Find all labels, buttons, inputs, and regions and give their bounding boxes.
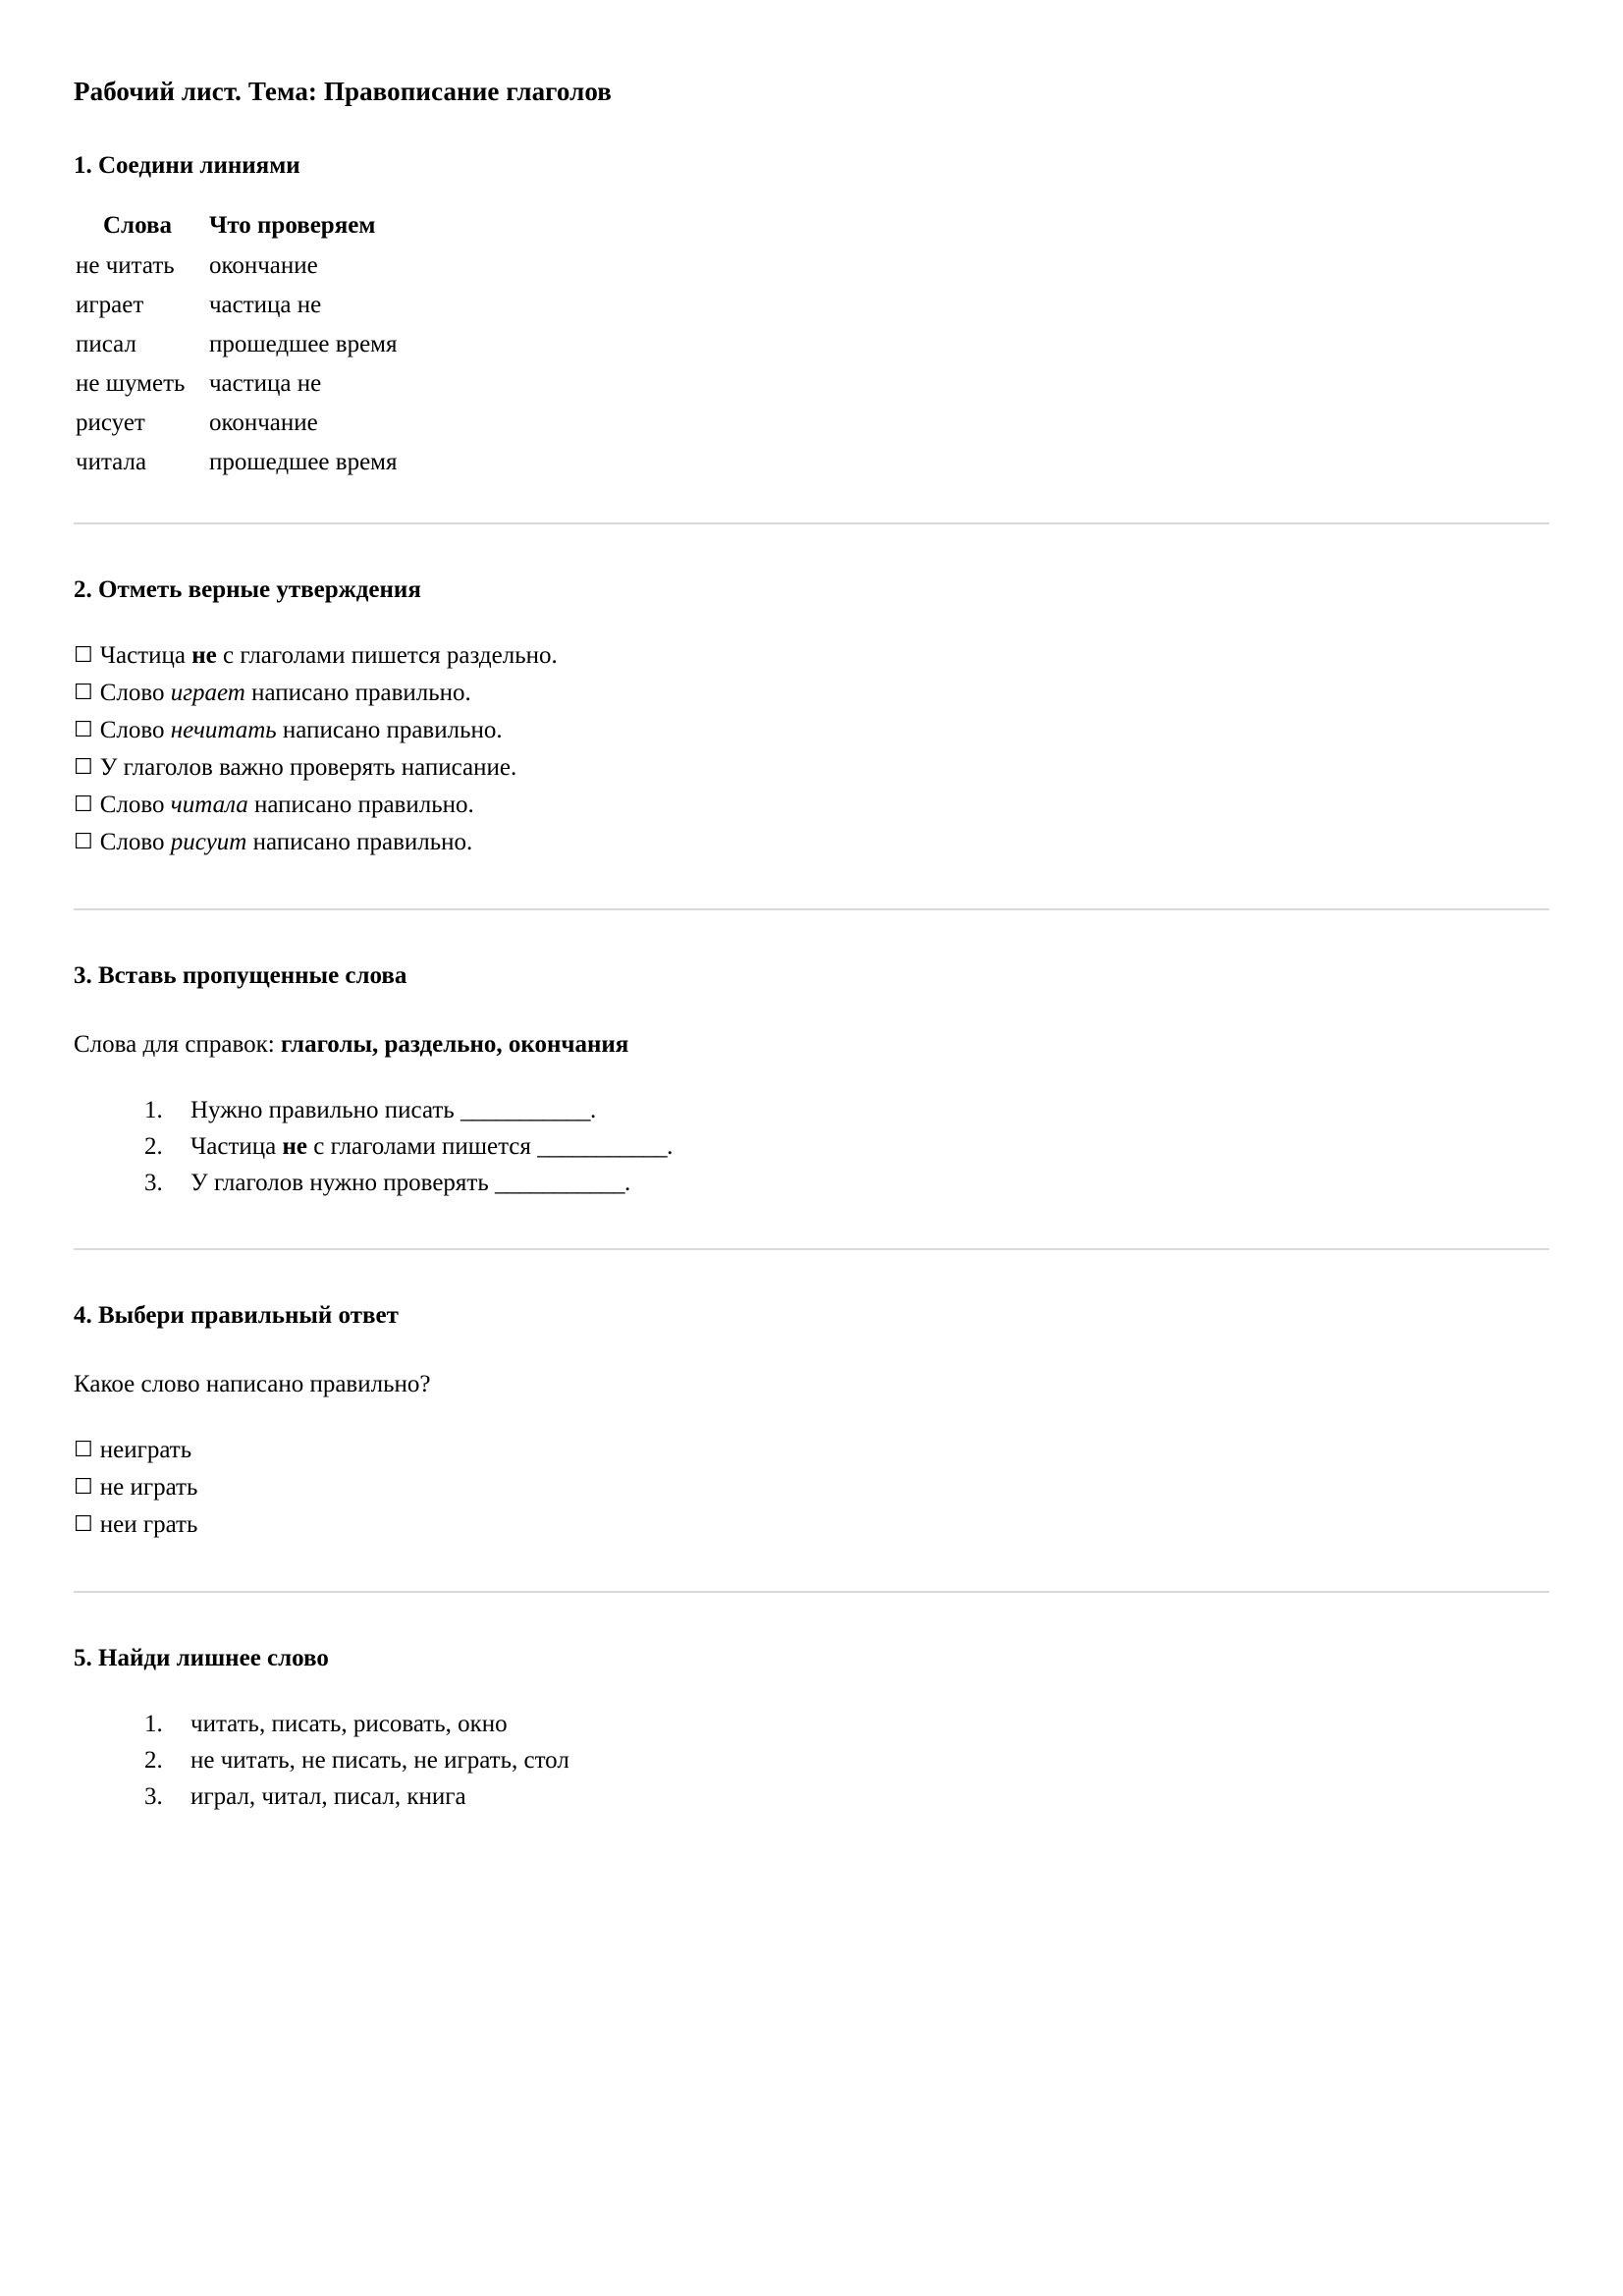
fill-blank-list	[74, 1098, 1549, 1207]
statement-text	[100, 792, 474, 818]
table-header-words: Слова	[103, 212, 172, 239]
table-cell-check: частица не	[208, 292, 322, 318]
answer-options-list	[74, 1438, 1549, 1550]
answer-option[interactable]	[74, 1512, 1549, 1550]
statement-text	[100, 717, 503, 743]
table-row	[76, 292, 398, 331]
table-row	[76, 449, 398, 488]
answer-option[interactable]	[74, 1475, 1549, 1512]
odd-word-list	[74, 1712, 1549, 1821]
fill-blank-pre: Нужно правильно писать	[190, 1097, 460, 1123]
statement-post: написано правильно.	[276, 717, 503, 743]
section-3-heading: 3. Вставь пропущенные слова	[74, 962, 407, 989]
fill-blank-post: .	[667, 1133, 674, 1160]
fill-blank-item[interactable]	[169, 1134, 1549, 1171]
statement-post: написано правильно.	[246, 829, 473, 855]
checkbox-icon[interactable]: ☐	[74, 1438, 93, 1462]
statement-italic: читала	[170, 792, 248, 818]
statement-post: написано правильно.	[247, 792, 474, 818]
table-cell-check: окончание	[208, 252, 318, 279]
statement-bold: не	[191, 642, 217, 669]
reference-words-label: Слова для справок:	[74, 1031, 281, 1058]
statement-pre: Слово	[99, 717, 171, 743]
table-cell-word: писал	[76, 331, 136, 357]
statement-mid: с глаголами пишется раздельно.	[216, 642, 558, 669]
table-header-check: Что проверяем	[208, 212, 376, 239]
fill-blank-post: .	[624, 1170, 631, 1196]
table-row	[76, 370, 398, 410]
answer-option-label: неиграть	[99, 1437, 192, 1463]
fill-blank-underline[interactable]: ___________	[460, 1097, 590, 1123]
fill-blank-mid: с глаголами пишется	[307, 1133, 538, 1160]
checkbox-icon[interactable]: ☐	[74, 718, 93, 742]
table-cell-word: не читать	[76, 252, 175, 279]
table-row	[76, 410, 398, 449]
statement-post: написано правильно.	[244, 680, 471, 706]
statement-item[interactable]	[74, 718, 1549, 755]
checkbox-icon[interactable]: ☐	[74, 681, 93, 705]
fill-blank-pre: У глаголов нужно проверять	[190, 1170, 495, 1196]
table-cell-check: окончание	[208, 410, 318, 436]
statements-list	[74, 643, 1549, 867]
statement-italic: рисуит	[170, 829, 247, 855]
statement-italic: играет	[170, 680, 245, 706]
answer-option[interactable]	[74, 1438, 1549, 1475]
odd-word-item[interactable]: 1. читать, писать, рисовать, окно	[169, 1712, 1549, 1748]
statement-item[interactable]	[74, 755, 1549, 793]
statement-text	[100, 829, 473, 855]
fill-blank-pre: Частица	[190, 1133, 283, 1160]
table-row	[76, 331, 398, 370]
reference-words-line	[74, 1031, 1549, 1059]
section-4-question: Какое слово написано правильно?	[74, 1371, 431, 1397]
odd-word-item[interactable]: 3. играл, читал, писал, книга	[169, 1784, 1549, 1821]
section-1-heading: 1. Соедини линиями	[74, 152, 300, 179]
statement-item[interactable]	[74, 793, 1549, 830]
table-header-row	[76, 212, 398, 252]
statement-item[interactable]	[74, 681, 1549, 718]
section-5-heading: 5. Найди лишнее слово	[74, 1645, 329, 1671]
table-cell-word: рисует	[76, 410, 145, 436]
statement-text	[100, 754, 517, 781]
statement-pre: У глаголов важно проверять написание.	[99, 754, 517, 781]
statement-item[interactable]	[74, 830, 1549, 867]
checkbox-icon[interactable]: ☐	[74, 755, 93, 780]
fill-blank-bold: не	[282, 1133, 307, 1160]
statement-pre: Слово	[99, 680, 171, 706]
fill-blank-item[interactable]	[169, 1171, 1549, 1207]
table-cell-check: частица не	[208, 370, 322, 397]
statement-pre: Частица	[99, 642, 192, 669]
table-row	[76, 252, 398, 292]
matching-table	[76, 212, 398, 488]
checkbox-icon[interactable]: ☐	[74, 643, 93, 668]
table-cell-word: не шуметь	[76, 370, 186, 397]
table-cell-word: играет	[76, 292, 144, 318]
odd-word-item[interactable]: 2. не читать, не писать, не играть, стол	[169, 1748, 1549, 1784]
reference-words-values: глаголы, раздельно, окончания	[280, 1031, 629, 1058]
checkbox-icon[interactable]: ☐	[74, 1475, 93, 1500]
table-cell-word: читала	[76, 449, 147, 475]
statement-item[interactable]	[74, 643, 1549, 681]
statement-pre: Слово	[99, 792, 171, 818]
checkbox-icon[interactable]: ☐	[74, 793, 93, 817]
statement-text	[100, 680, 471, 706]
answer-option-label: не играть	[99, 1474, 198, 1501]
page-title: Рабочий лист. Тема: Правописание глаголов	[74, 77, 612, 106]
fill-blank-underline[interactable]: ___________	[537, 1133, 668, 1160]
section-2-heading: 2. Отметь верные утверждения	[74, 576, 421, 603]
statement-italic: нечитать	[170, 717, 277, 743]
fill-blank-item[interactable]	[169, 1098, 1549, 1134]
fill-blank-underline[interactable]: ___________	[495, 1170, 624, 1196]
statement-pre: Слово	[99, 829, 171, 855]
answer-option-label: неи грать	[99, 1511, 198, 1538]
statement-text	[100, 642, 558, 669]
fill-blank-post: .	[589, 1097, 597, 1123]
checkbox-icon[interactable]: ☐	[74, 1512, 93, 1537]
table-cell-check: прошедшее время	[208, 331, 398, 357]
section-4-heading: 4. Выбери правильный ответ	[74, 1302, 399, 1329]
checkbox-icon[interactable]: ☐	[74, 830, 93, 854]
table-cell-check: прошедшее время	[208, 449, 398, 475]
